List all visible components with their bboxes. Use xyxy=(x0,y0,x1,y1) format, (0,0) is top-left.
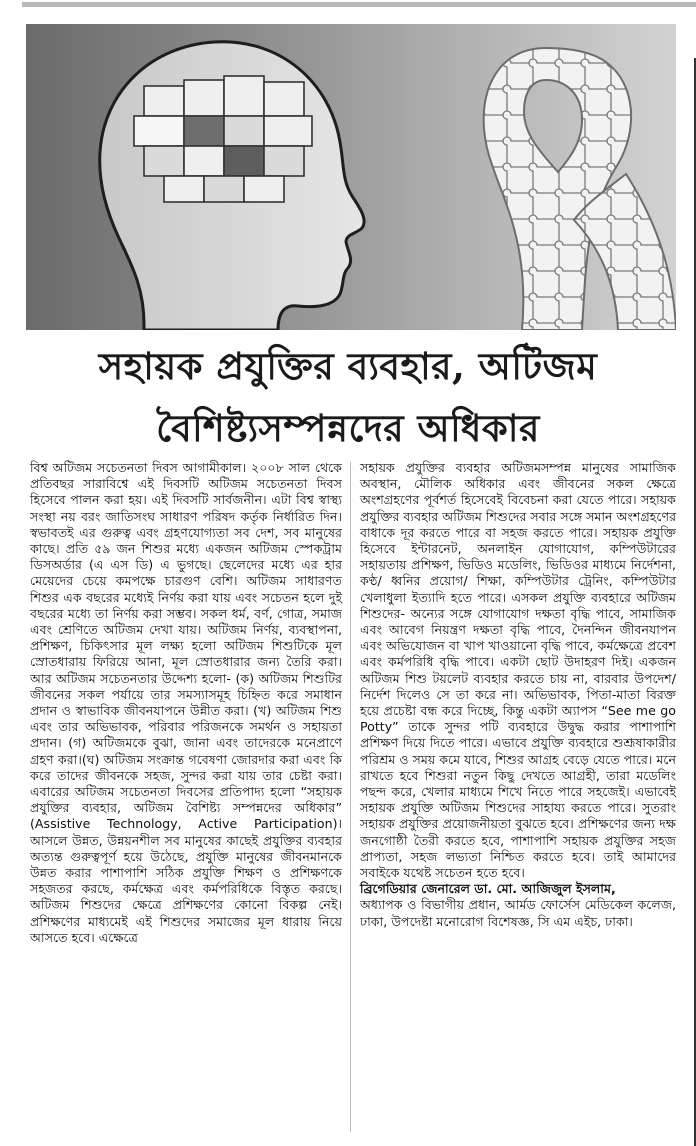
column-2-text: সহায়ক প্রযুক্তির ব্যবহার অটিজমসম্পন্ন মানুষের সামাজিক অবস্থান, মৌলিক অধিকার এবং জীবনের সকল ক্ষেত্রে অংশগ্রহণের পূর্বশর্ত হিসেবেই বিবেচনা করা যেতে পারে। সহায়ক প্রযুক্তির ব্যবহার অটিজম শিশুদের সবার সঙ্গে সমান অংশগ্রহণের বাধাকে দূর করতে পারে বা সহজ করতে পারে। সহায়ক প্রযুক্তি হিসেবে ইন্টারনেট, অনলাইন যোগাযোগ, কম্পিউটারের সহায়তায় প্রশিক্ষণ, ভিডিও মডেলিং, ভিডিওর মাধ্যমে নির্দেশনা, কণ্ঠ/ ধ্বনির প্রয়োগ/ শিক্ষা, কম্পিউটার ট্রেনিং, কম্পিউটার খেলাধুলা ইত্যাদি হতে পারে। এসকল প্রযুক্তি ব্যবহারে অটিজম শিশুদের- অন্যের সঙ্গে যোগাযোগ দক্ষতা বৃদ্ধি পাবে, সামাজিক এবং আবেগ নিয়ন্ত্রণ দক্ষতা বৃদ্ধি পাবে, দৈনন্দিন জীবনযাপন এবং অভিযোজন বা খাপ খাওয়ানো বৃদ্ধি পাবে, কর্মক্ষেত্রে প্রবেশ এবং কর্মপরিধি বৃদ্ধি পাবে। একটা ছোট উদাহরণ দিই। একজন অটিজম শিশু টয়লেট ব্যবহার করতে চায় না, বারবার উপদেশ/নির্দেশ দিলেও সে তা করে না। অভিভাবক, পিতা-মাতা বিরক্ত হয়ে প্রচেষ্টা বন্ধ করে দিচ্ছে, কিন্তু একটা অ্যাপস “See me go Potty” তাকে সুন্দর পটি ব্যবহারে উদ্বুদ্ধ করার পাশাপাশি প্রশিক্ষণ দিয়ে দিতে পারে। এভাবে প্রযুক্তি ব্যবহারে শুশ্রূষাকারীর পরিশ্রম ও সময় কমে যাবে, শিশুর আগ্রহ বেড়ে যেতে পারে। মনে রাখতে হবে শিশুরা নতুন কিছু দেখতে আগ্রহী, তারা মডেলিং পছন্দ করে, খেলার মাধ্যমে শিখে নিতে পারে সহজেই। এভাবেই সহায়ক প্রযুক্তি অটিজম শিশুদের সাহায্য করতে পারে। সুতরাং সহায়ক প্রযুক্তির প্রয়োজনীয়তা বুঝতে হবে। প্রশিক্ষণের জন্য দক্ষ জনগোষ্ঠী তৈরী করতে হবে, পাশাপাশি সহায়ক প্রযুক্তির সহজ প্রাপ্যতা, সহজ লভ্যতা নিশ্চিত করতে হবে। তাই আমাদের সবাইকে যথেষ্ট সচেতন হতে হবে। xyxy=(360,460,676,881)
puzzle-head-ribbon-illustration xyxy=(26,24,676,330)
column-divider xyxy=(350,462,351,1132)
headline-line-1: সহায়ক প্রযুক্তির ব্যবহার, অটিজম xyxy=(98,344,598,388)
author-name: ব্রিগেডিয়ার জেনারেল ডা. মো. আজিজুল ইসলাম, xyxy=(360,881,616,897)
headline-line-2: বৈশিষ্ট্যসম্পন্নদের অধিকার xyxy=(156,406,540,450)
author-details: অধ্যাপক ও বিভাগীয় প্রধান, আর্মড ফোর্সেস মেডিকেল কলেজ, ঢাকা, উপদেষ্টা মনোরোগ বিশেষজ্ঞ, সি এম এইচ, ঢাকা। xyxy=(360,897,676,929)
article-illustration xyxy=(26,24,676,330)
top-rule xyxy=(22,2,696,7)
column-1-text: বিশ্ব অটিজম সচেতনতা দিবস আগামীকাল। ২০০৮ সাল থেকে প্রতিবছর সারাবিশ্বে এই দিবসটি অটিজম সচেতনতা দিবস হিসেবে পালন করা হয়। এই দিবসটি সার্বজনীন। এটা বিশ্ব স্বাস্থ্য সংস্থা নয় বরং জাতিসংঘ সাধারণ পরিষদ কর্তৃক নির্ধারিত দিন। স্বভাবতই এর গুরুত্ব এবং গ্রহণযোগ্যতা সব দেশ, সব মানুষের কাছে। প্রতি ৫৯ জন শিশুর মধ্যে একজন অটিজম স্পেকট্রাম ডিসঅর্ডার (এ এস ডি) এ ভুগছে। ছেলেদের মধ্যে এর হার মেয়েদের চেয়ে কমপক্ষে চারগুণ বেশি। অটিজম সাধারণত শিশুর এক বছরের মধ্যেই নির্ণয় করা যায় এবং সচেতন হলে দুই বছরের মধ্যে তা নির্ণয় করা সম্ভব। সকল ধর্ম, বর্ণ, গোত্র, সমাজ এবং শ্রেণিতে অটিজম দেখা যায়। অটিজম নির্ণয়, ব্যবস্থাপনা, প্রশিক্ষণ, চিকিৎসার মূল লক্ষ্য হলো অটিজম শিশুটিকে মূল স্রোতধারায় ফিরিয়ে আনা, মূল স্রোতধারার জন্য তৈরি করা। আর অটিজম সচেতনতার উদ্দেশ্য হলো- (ক) অটিজম শিশুটির জীবনের সকল পর্যায়ে তার সমস্যাসমূহ চিহ্নিত করে সমাধান প্রদান ও স্বাভাবিক জীবনযাপনে উন্নীত করা। (খ) অটিজম শিশু এবং তার অভিভাবক, পরিবার পরিজনকে সমর্থন ও সহায়তা প্রদান। (গ) অটিজমকে বুঝা, জানা এবং তাদেরকে মনেপ্রাণে গ্রহণ করা।(ঘ) অটিজম সংক্রান্ত গবেষণা জোরদার করা এবং কি করে তাদের জীবনকে সহজ, সুন্দর করা যায় তার চেষ্টা করা। এবারের অটিজম সচেতনতা দিবসের প্রতিপাদ্য হলো “সহায়ক প্রযুক্তির ব্যবহার, অটিজম বৈশিষ্ট্য সম্পন্নদের অধিকার” (Assistive Technology, Active Participation)। আসলে উন্নত, উন্নয়নশীল সব মানুষের কাছেই প্রযুক্তির ব্যবহার অত্যন্ত গুরুত্বপূর্ণ হয়ে উঠেছে, প্রযুক্তি মানুষের জীবনমানকে উন্নত করার পাশাপাশি সঠিক প্রযুক্তি শিক্ষণ ও প্রশিক্ষণকে সহজতর করছে, কর্মক্ষেত্র এবং কর্মপরিধিকে বিস্তৃত করছে। অটিজম শিশুদের ক্ষেত্রে প্রশিক্ষণের কোনো বিকল্প নেই। প্রশিক্ষণের মাধ্যমেই এই শিশুদের সমাজের মূল ধারায় নিয়ে আসতে হবে। এক্ষেত্রে xyxy=(30,460,342,945)
article-column-left xyxy=(30,460,342,946)
article-column-right xyxy=(360,460,676,930)
